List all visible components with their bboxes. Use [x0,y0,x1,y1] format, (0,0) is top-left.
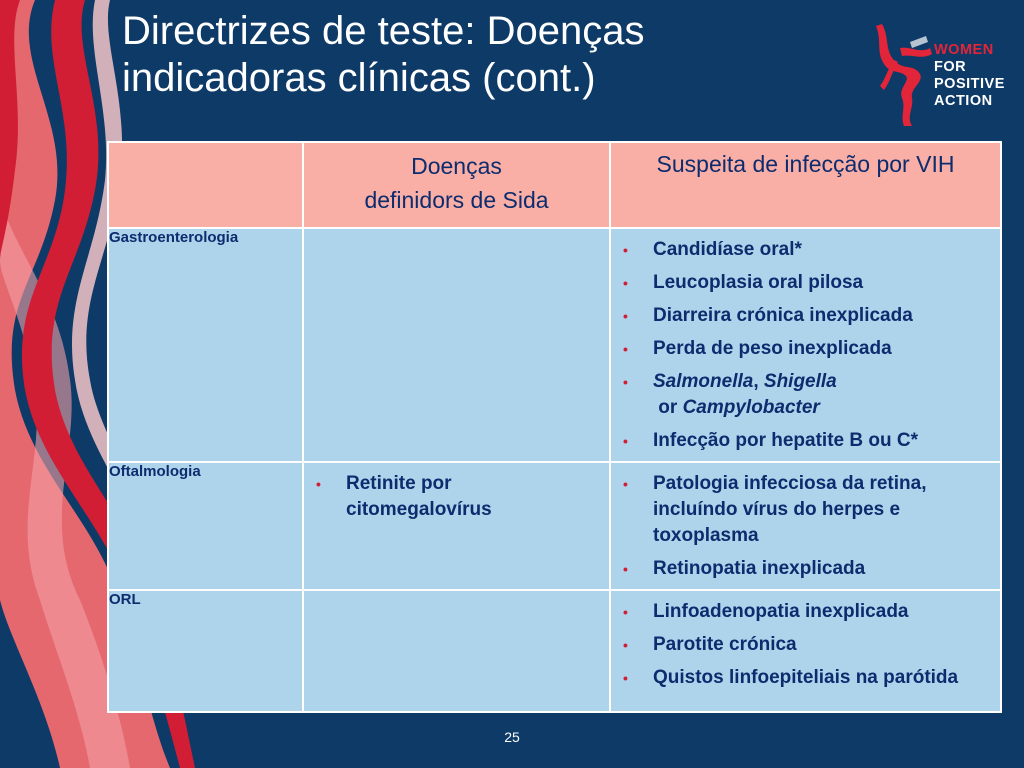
slide-title-line-2: indicadoras clínicas (cont.) [122,56,596,100]
list-item: • Retinite por citomegalovírus [316,473,492,520]
bullet-icon: • [623,561,628,577]
list-item: • Candidíase oral* [623,237,992,263]
aids-defining-cell [303,462,610,590]
organism-shigella: Shigella [763,371,837,392]
suspected-list [611,591,1000,691]
bullet-icon: • [623,670,628,686]
suspected-list [611,229,1000,454]
list-item: • Infecção por hepatite B ou C* [623,428,992,454]
bullet-icon: • [623,341,628,357]
list-item: • Retinopatia inexplicada [623,556,992,582]
header-aids-defining [303,142,610,228]
table-row [108,590,1001,712]
page-number: 25 [504,729,520,745]
organism-salmonella: Salmonella [653,371,754,392]
list-item: • Salmonella, Shigella or Campylobacter [623,371,837,418]
slide-title-line-1: Directrizes de teste: Doenças [122,9,645,53]
list-item: • Perda de peso inexplicada [623,336,992,362]
logo-text [934,42,1005,110]
aids-defining-cell [303,228,610,462]
table-row [108,462,1001,590]
clinical-indicator-table [107,141,1002,713]
list-item: • Diarreira crónica inexplicada [623,303,992,329]
bullet-icon: • [623,604,628,620]
bullet-icon: • [623,275,628,291]
header-aids-defining-line-1: Doenças [411,153,502,179]
list-item: • Parotite crónica [623,632,992,658]
ribbon-figure-icon [870,18,940,130]
logo-word-women: WOMEN [934,42,994,58]
area-cell: Gastroenterologia [108,228,303,462]
bullet-icon: • [623,242,628,258]
bullet-icon: • [623,476,628,492]
bullet-icon: • [623,637,628,653]
slide-title [122,8,822,102]
aids-defining-cell [303,590,610,712]
list-item: • Linfoadenopatia inexplicada [623,599,992,625]
women-for-positive-action-logo [870,18,1020,130]
logo-word-for: FOR [934,59,967,75]
list-item: • Leucoplasia oral pilosa [623,270,992,296]
suspected-cell [610,462,1001,590]
header-aids-defining-line-2: definidors de Sida [364,187,549,213]
suspected-cell [610,590,1001,712]
logo-word-action: ACTION [934,93,993,109]
list-item: • Patologia infecciosa da retina, incluíndo vírus do herpes e toxoplasma [623,473,927,546]
table-row [108,228,1001,462]
header-area [108,142,303,228]
list-item: • Quistos linfoepiteliais na parótida [623,665,992,691]
logo-word-positive: POSITIVE [934,76,1005,92]
header-suspected-hiv: Suspeita de infecção por VIH [610,142,1001,228]
table-header-row [108,142,1001,228]
area-cell: Oftalmologia [108,462,303,590]
area-cell: ORL [108,590,303,712]
bullet-icon: • [316,476,321,492]
bullet-icon: • [623,433,628,449]
suspected-list [611,463,1000,582]
organism-campylobacter: Campylobacter [682,397,820,418]
bullet-icon: • [623,374,628,390]
suspected-cell [610,228,1001,462]
aids-defining-list [304,463,609,523]
bullet-icon: • [623,308,628,324]
